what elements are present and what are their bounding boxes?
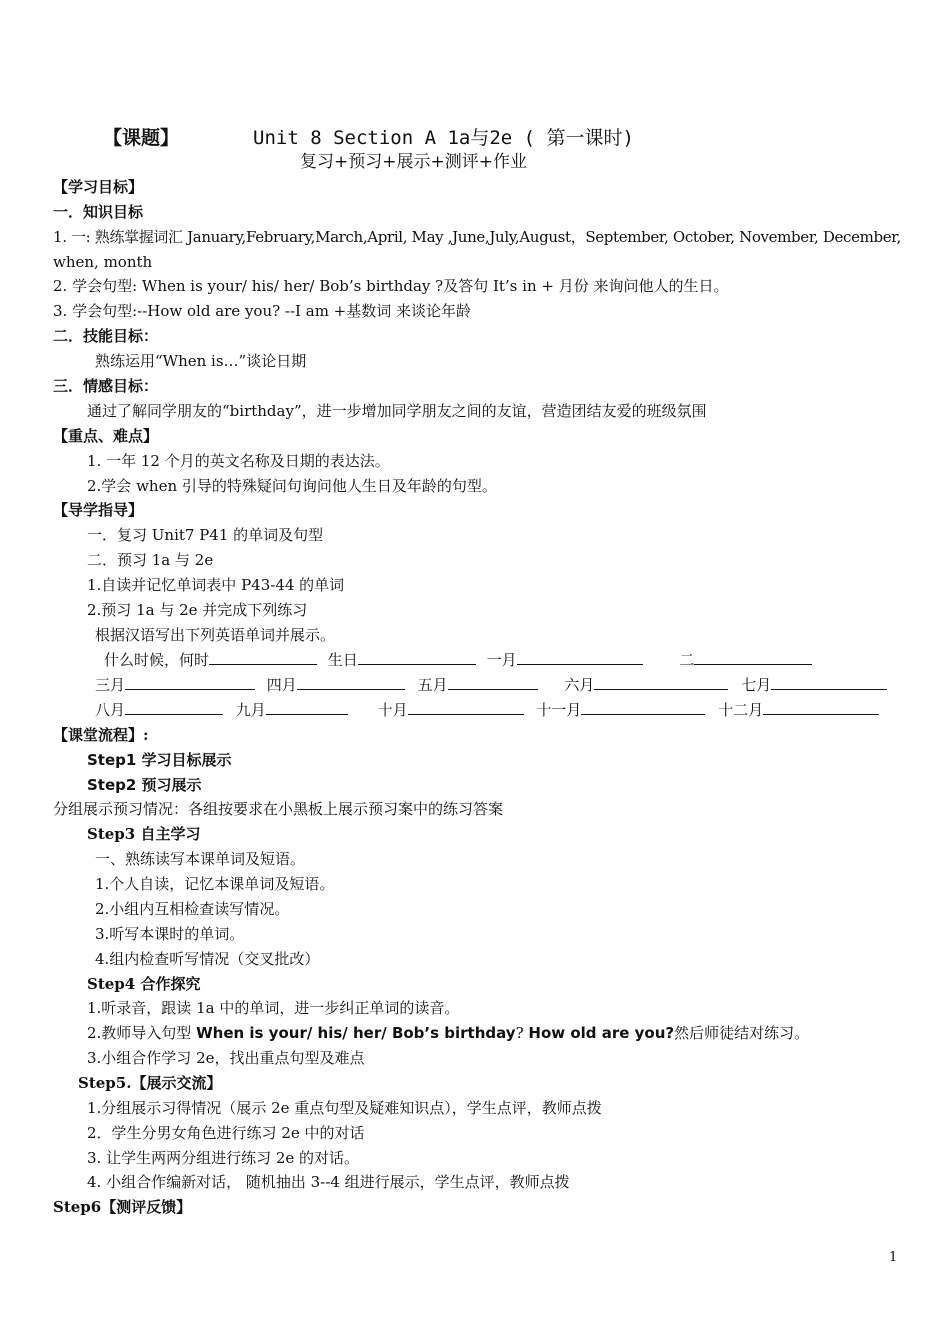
step-2-text: 分组展示预习情况：各组按要求在小黑板上展示预习案中的练习答案 xyxy=(53,800,504,818)
answer-blank[interactable] xyxy=(763,700,879,715)
vocab-prompt: 什么时候，何时 xyxy=(104,651,210,669)
step-5-item: 3. 让学生两两分组进行练习 2e 的对话。 xyxy=(87,1149,360,1167)
skill-heading: 二．技能目标： xyxy=(53,327,159,345)
guide-item-2: 二．预习 1a 与 2e xyxy=(87,551,214,569)
step-1: Step1 学习目标展示 xyxy=(87,751,232,769)
step-4-item xyxy=(87,1023,809,1043)
step-5-item: 4. 小组合作编新对话， 随机抽出 3--4 组进行展示，学生点评，教师点拨 xyxy=(87,1173,570,1191)
answer-blank[interactable] xyxy=(408,700,524,715)
lesson-subtitle: 复习+预习+展示+测评+作业 xyxy=(300,152,527,172)
knowledge-item-1: 1. 一: 熟练掌握词汇 January,February,March,April, May ,June,July,August，September, October, November, December, xyxy=(53,228,901,246)
knowledge-item-2: 2. 学会句型: When is your/ his/ her/ Bob’s birthday ?及答句 It’s in + 月份 来询问他人的生日。 xyxy=(53,277,729,295)
answer-blank[interactable] xyxy=(771,675,887,690)
vocab-prompt: 四月 xyxy=(266,676,297,694)
answer-blank[interactable] xyxy=(266,700,348,715)
process-heading: 【课堂流程】: xyxy=(53,726,149,744)
vocab-prompt: 七月 xyxy=(741,676,772,694)
vocab-row-3 xyxy=(95,700,879,720)
lesson-title: Unit 8 Section A 1a与2e ( 第一课时) xyxy=(253,127,634,149)
lesson-label: 【课题】 xyxy=(103,127,180,149)
knowledge-item-3: 3. 学会句型:--How old are you? --I am +基数词 来谈论年龄 xyxy=(53,302,472,320)
answer-blank[interactable] xyxy=(297,675,405,690)
guide-item-4: 2.预习 1a 与 2e 并完成下列练习 xyxy=(87,601,308,619)
step-5: Step5.【展示交流】 xyxy=(78,1074,222,1092)
vocab-prompt: 八月 xyxy=(95,701,126,719)
step-3-item: 一、熟练读写本课单词及短语。 xyxy=(95,850,306,868)
emotion-heading: 三．情感目标： xyxy=(53,377,159,395)
step-4-item: 3.小组合作学习 2e，找出重点句型及难点 xyxy=(87,1049,365,1067)
answer-blank[interactable] xyxy=(209,650,317,665)
step-4: Step4 合作探究 xyxy=(87,975,201,993)
guide-instruction: 根据汉语写出下列英语单词并展示。 xyxy=(95,626,336,644)
knowledge-item-1-cont: when, month xyxy=(53,253,153,271)
step-4-item: 1.听录音，跟读 1a 中的单词，进一步纠正单词的读音。 xyxy=(87,999,460,1017)
skill-text: 熟练运用“When is…”谈论日期 xyxy=(95,352,307,370)
keypoint-2: 2.学会 when 引导的特殊疑问句询问他人生日及年龄的句型。 xyxy=(87,477,497,495)
step-3-item: 2.小组内互相检查读写情况。 xyxy=(95,900,290,918)
vocab-row-2 xyxy=(95,675,887,695)
answer-blank[interactable] xyxy=(694,650,812,665)
answer-blank[interactable] xyxy=(517,650,643,665)
answer-blank[interactable] xyxy=(358,650,476,665)
vocab-prompt: 二 xyxy=(679,651,695,669)
step-5-item: 1.分组展示习得情况（展示 2e 重点句型及疑难知识点），学生点评，教师点拨 xyxy=(87,1099,602,1117)
step-4-text: ? xyxy=(515,1024,529,1042)
answer-blank[interactable] xyxy=(448,675,538,690)
objectives-heading: 【学习目标】 xyxy=(53,178,144,196)
guide-item-1: 一．复习 Unit7 P41 的单词及句型 xyxy=(87,526,324,544)
answer-blank[interactable] xyxy=(125,700,223,715)
keypoints-heading: 【重点、难点】 xyxy=(53,427,159,445)
vocab-prompt: 生日 xyxy=(327,651,358,669)
knowledge-heading: 一．知识目标 xyxy=(53,203,144,221)
vocab-prompt: 十月 xyxy=(377,701,408,719)
step-3-item: 4.组内检查听写情况（交叉批改） xyxy=(95,950,320,968)
answer-blank[interactable] xyxy=(581,700,705,715)
step-4-text: 然后师徒结对练习。 xyxy=(674,1024,810,1042)
step-3-item: 3.听写本课时的单词。 xyxy=(95,925,245,943)
vocab-prompt: 十二月 xyxy=(718,701,764,719)
page-number: 1 xyxy=(889,1250,898,1265)
vocab-prompt: 五月 xyxy=(417,676,448,694)
step-6: Step6【测评反馈】 xyxy=(53,1198,192,1216)
guide-heading: 【导学指导】 xyxy=(53,501,144,519)
vocab-row-1 xyxy=(104,650,812,670)
answer-blank[interactable] xyxy=(594,675,728,690)
vocab-prompt: 九月 xyxy=(235,701,266,719)
step-3: Step3 自主学习 xyxy=(87,825,201,843)
vocab-prompt: 六月 xyxy=(564,676,595,694)
guide-item-3: 1.自读并记忆单词表中 P43-44 的单词 xyxy=(87,576,345,594)
step-4-text: 2.教师导入句型 xyxy=(87,1024,197,1042)
keypoint-1: 1. 一年 12 个月的英文名称及日期的表达法。 xyxy=(87,452,390,470)
step-5-item: 2．学生分男女角色进行练习 2e 中的对话 xyxy=(87,1124,365,1142)
emotion-text: 通过了解同学朋友的“birthday”，进一步增加同学朋友之间的友谊，营造团结友爱的班级氛围 xyxy=(87,402,707,420)
vocab-prompt: 一月 xyxy=(486,651,517,669)
vocab-prompt: 三月 xyxy=(95,676,126,694)
answer-blank[interactable] xyxy=(125,675,255,690)
step-2: Step2 预习展示 xyxy=(87,776,202,794)
target-sentence: How old are you? xyxy=(528,1024,675,1042)
vocab-prompt: 十一月 xyxy=(536,701,582,719)
target-sentence: When is your/ his/ her/ Bob’s birthday xyxy=(196,1024,516,1042)
step-3-item: 1.个人自读，记忆本课单词及短语。 xyxy=(95,875,335,893)
